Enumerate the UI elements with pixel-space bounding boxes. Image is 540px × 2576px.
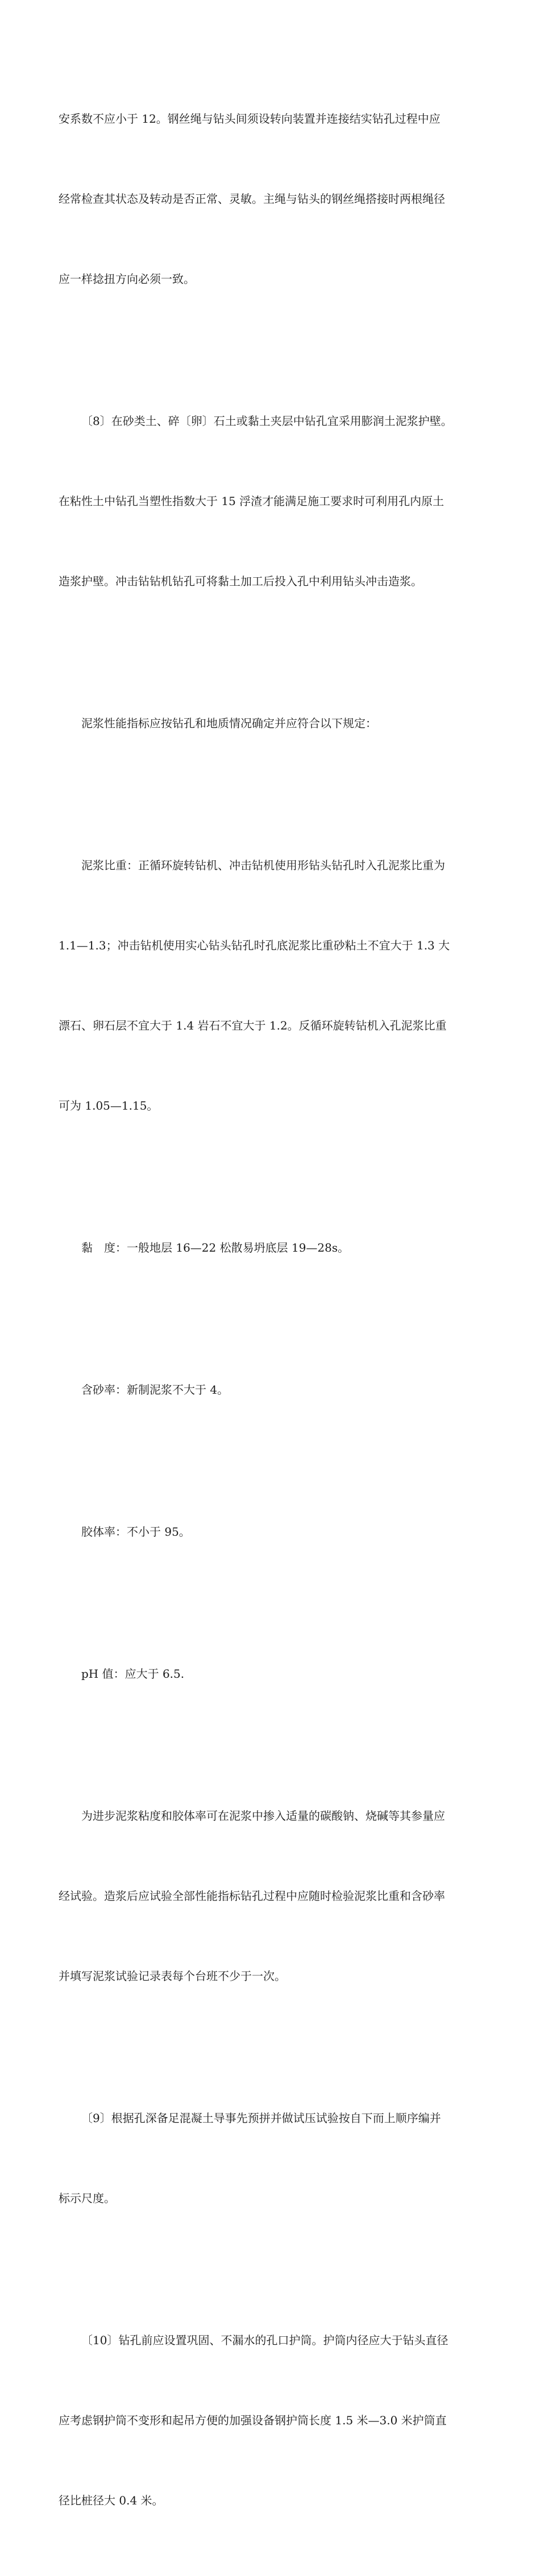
document-body bbox=[59, 52, 496, 2576]
paragraph-3 bbox=[59, 657, 496, 790]
paragraph-9 bbox=[59, 1749, 496, 2043]
text-line: 经试验。造浆后应试验全部性能指标钻孔过程中应随时检验泥浆比重和含砂率 bbox=[59, 1889, 445, 1903]
text-line: 〔9〕根据孔深备足混凝土导事先预拼并做试压试验按自下而上顺序编并 bbox=[81, 2111, 441, 2125]
text-line: 可为 1.05—1.15。 bbox=[59, 1099, 159, 1112]
text-line: 黏 度：一般地层 16—22 松散易坍底层 19—28s。 bbox=[81, 1241, 350, 1254]
text-line: 径比桩径大 0.4 米。 bbox=[59, 2494, 164, 2507]
paragraph-1 bbox=[59, 52, 496, 346]
paragraph-4 bbox=[59, 799, 496, 1173]
text-line: 并填写泥浆试验记录表每个台班不少于一次。 bbox=[59, 1969, 286, 1983]
text-line: 〔10〕钻孔前应设置巩固、不漏水的孔口护筒。护筒内径应大于钻头直径 bbox=[81, 2333, 448, 2347]
text-line: 标示尺度。 bbox=[59, 2191, 115, 2205]
text-line: 泥浆性能指标应按钻孔和地质情况确定并应符合以下规定： bbox=[81, 716, 377, 730]
text-line: 〔8〕在砂类土、碎〔卵〕石土或黏土夹层中钻孔宜采用膨润土泥浆护壁。 bbox=[81, 414, 452, 428]
text-line: 应考虑钢护筒不变形和起吊方便的加强设备钢护筒长度 1.5 米—3.0 米护筒直 bbox=[59, 2414, 447, 2427]
paragraph-5 bbox=[59, 1181, 496, 1315]
text-line: 在粘性土中钻孔当塑性指数大于 15 浮渣才能满足施工要求时可利用孔内原土 bbox=[59, 494, 445, 508]
paragraph-2 bbox=[59, 355, 496, 648]
text-line: 造浆护壁。冲击钻钻机钻孔可将黏土加工后投入孔中利用钻头冲击造浆。 bbox=[59, 574, 422, 588]
text-line: 经常检查其状态及转动是否正常、灵敏。主绳与钻头的钢丝绳搭接时两根绳径 bbox=[59, 192, 445, 206]
text-line: 胶体率：不小于 95。 bbox=[81, 1525, 190, 1539]
paragraph-7 bbox=[59, 1465, 496, 1599]
text-line: 为进步泥浆粘度和胶体率可在泥浆中掺入适量的碳酸钠、烧碱等其参量应 bbox=[81, 1809, 445, 1823]
text-line: 安系数不应小于 12。钢丝绳与钻头间须设转向装置并连接结实钻孔过程中应 bbox=[59, 112, 441, 126]
text-line: 漂石、卵石层不宜大于 1.4 岩石不宜大于 1.2。反循环旋转钻机入孔泥浆比重 bbox=[59, 1019, 447, 1032]
text-line: 含砂率：新制泥浆不大于 4。 bbox=[81, 1383, 229, 1397]
text-line: pH 值：应大于 6.5. bbox=[81, 1667, 185, 1681]
paragraph-11 bbox=[59, 2274, 496, 2567]
paragraph-8 bbox=[59, 1607, 496, 1741]
text-line: 泥浆比重：正循环旋转钻机、冲击钻机使用形钻头钻孔时入孔泥浆比重为 bbox=[81, 858, 445, 872]
text-line: 1.1—1.3；冲击钻机使用实心钻头钻孔时孔底泥浆比重砂粘土不宜大于 1.3 大 bbox=[59, 939, 450, 952]
text-line: 应一样捻扭方向必须一致。 bbox=[59, 272, 195, 286]
paragraph-6 bbox=[59, 1323, 496, 1457]
paragraph-10 bbox=[59, 2052, 496, 2265]
